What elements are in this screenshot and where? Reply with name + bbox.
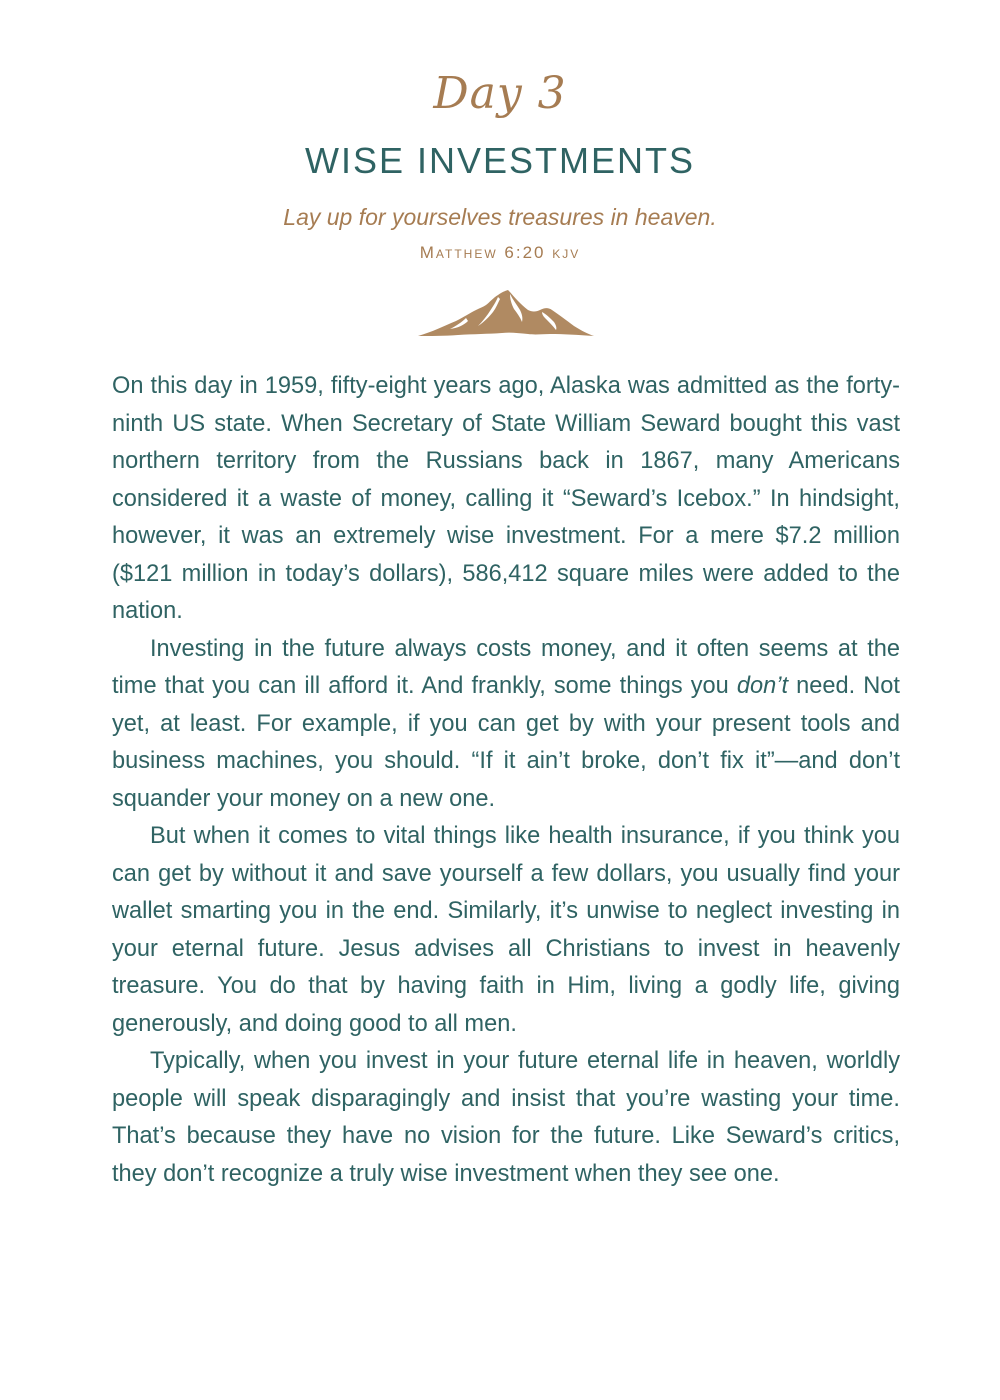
paragraph-4: Typically, when you invest in your future eternal life in heaven, worldly people will speak disparagingly and insist that you’re wasting your time. That’s because they have no vision for the future. Like Seward’s critics, they don’t recognize a truly wise investment when they see one. xyxy=(112,1048,900,1187)
page-title: WISE INVESTMENTS xyxy=(304,140,696,181)
paragraph-3: But when it comes to vital things like health insurance, if you think you can get by without it and save yourself a few dollars, you usually find your wallet smarting you in the end. Similarly, it’s unwise to neglect investing in your eternal future. Jesus advises all Christians to invest in heavenly treasure. You do that by having faith in Him, living a godly life, giving generously, and doing good to all men. xyxy=(112,823,900,1037)
scripture-reference: Matthew 6:20 kjv xyxy=(419,243,581,262)
day-label: Day 3 xyxy=(433,68,567,119)
mountain-icon xyxy=(418,288,594,340)
paragraph-2-end: need. Not yet, at least. For example, if you can get by with your present tools and business machines, you should. “If it ain’t broke, don’t fix it”—and don’t squander your money on a new one. xyxy=(112,673,900,812)
body-text xyxy=(112,368,900,1193)
paragraph-2-emphasis: don’t xyxy=(736,673,789,699)
scripture-verse: Lay up for yourselves treasures in heaven. xyxy=(283,204,717,230)
paragraph-2-start: Investing in the future always costs money, and it often seems at the time that you can ill afford it. And frankly, some things you xyxy=(112,635,900,699)
paragraph-2 xyxy=(112,631,900,819)
paragraph-1: On this day in 1959, fifty-eight years ago, Alaska was admitted as the forty-ninth US state. When Secretary of State William Seward bought this vast northern territory from the Russians back in 1867, many Americans considered it a waste of money, calling it “Seward’s Icebox.” In hindsight, however, it was an extremely wise investment. For a mere $7.2 million ($121 million in today’s dollars), 586,412 square miles were added to the nation. xyxy=(112,373,900,624)
